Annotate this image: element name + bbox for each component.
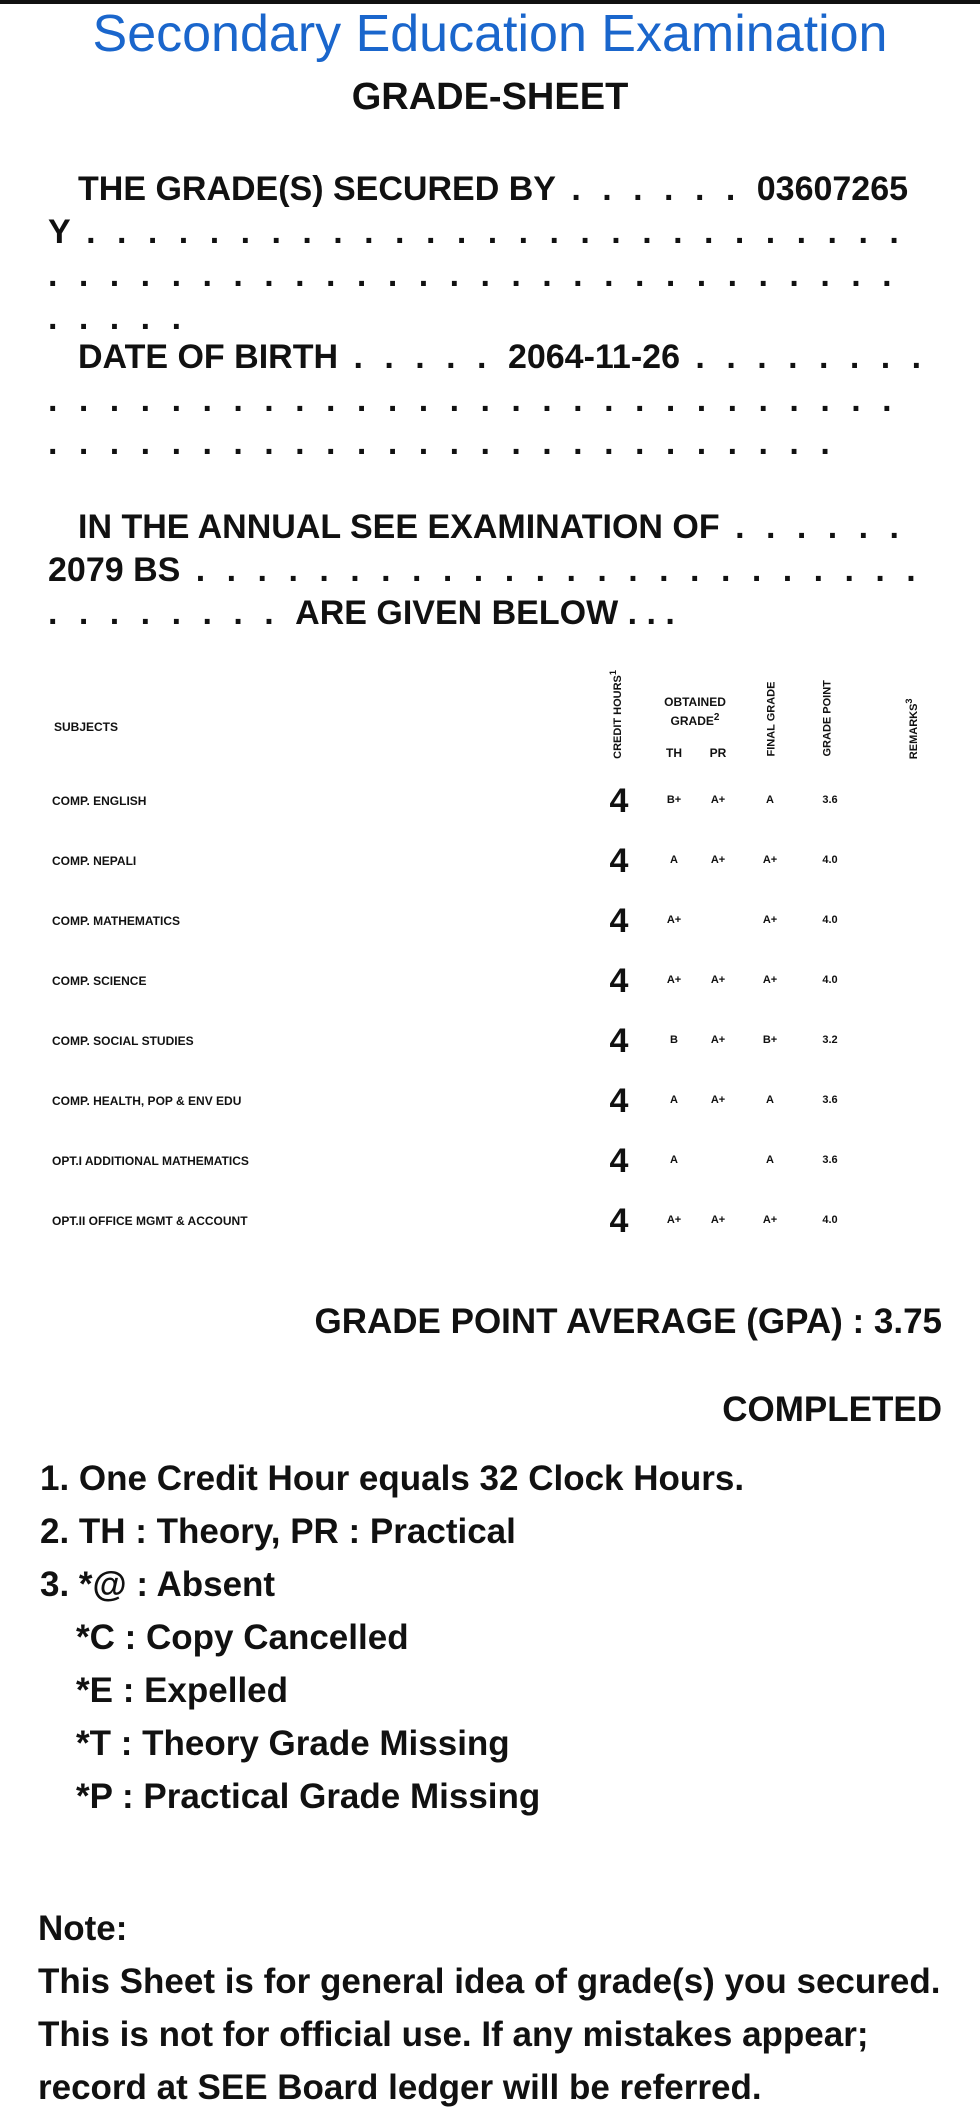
row-pr: A+ <box>710 854 726 866</box>
row-gp: 4.0 <box>822 974 838 986</box>
legend-item: 3. *@ : Absent <box>40 1565 276 1604</box>
row-final: A+ <box>762 914 778 926</box>
row-final: A <box>766 794 774 806</box>
gpa-value: 3.75 <box>873 1302 942 1341</box>
row-th: A+ <box>666 974 682 986</box>
header-th: TH <box>666 746 682 760</box>
given-below: ARE GIVEN BELOW . . . <box>295 594 675 632</box>
row-final: B+ <box>762 1034 778 1046</box>
row-gp: 4.0 <box>822 854 838 866</box>
gpa-line <box>314 1302 942 1342</box>
row-subject: COMP. ENGLISH <box>52 794 147 808</box>
header-remarks: REMARKS$^3$ <box>904 698 920 760</box>
row-credit: 4 <box>609 1022 629 1060</box>
legend-item: *E : Expelled <box>76 1671 289 1710</box>
table-row <box>0 1082 980 1122</box>
row-pr: A+ <box>710 794 726 806</box>
exam-line: IN THE ANNUAL SEE EXAMINATION OF . . . . . . 2079 BS . . . . . . . . . . . . . . . . . . . . . . . . . . . . . . . . ARE GIVEN BELOW . . . <box>48 508 922 632</box>
row-th: A+ <box>666 1214 682 1226</box>
gpa-label: GRADE POINT AVERAGE (GPA) : <box>314 1302 865 1341</box>
status-completed: COMPLETED <box>722 1390 942 1429</box>
row-final: A+ <box>762 854 778 866</box>
row-subject: COMP. MATHEMATICS <box>52 914 180 928</box>
header-subjects: SUBJECTS <box>54 720 119 734</box>
dob-value: 2064-11-26 <box>507 338 680 376</box>
header-pr: PR <box>709 746 727 760</box>
dob-label: DATE OF BIRTH <box>78 338 339 376</box>
legend <box>40 1452 744 1823</box>
row-th: A+ <box>666 914 682 926</box>
row-subject: OPT.II OFFICE MGMT & ACCOUNT <box>52 1214 248 1228</box>
table-row <box>0 1202 980 1242</box>
row-credit: 4 <box>609 842 629 880</box>
table-row <box>0 902 980 942</box>
row-th: B+ <box>666 794 682 806</box>
row-pr: A+ <box>710 974 726 986</box>
page-subtitle: GRADE-SHEET <box>351 76 629 118</box>
row-subject: OPT.I ADDITIONAL MATHEMATICS <box>52 1154 249 1168</box>
row-th: A <box>670 1154 678 1166</box>
table-row <box>0 842 980 882</box>
row-final: A+ <box>762 1214 778 1226</box>
row-th: B <box>670 1034 678 1046</box>
legend-item: *P : Practical Grade Missing <box>76 1777 541 1816</box>
row-credit: 4 <box>609 962 629 1000</box>
secured-by-label: THE GRADE(S) SECURED BY <box>78 170 556 208</box>
header-obtained: OBTAINED <box>664 695 726 709</box>
row-credit: 4 <box>609 1142 629 1180</box>
row-subject: COMP. SOCIAL STUDIES <box>52 1034 194 1048</box>
row-subject: COMP. NEPALI <box>52 854 137 868</box>
row-pr: A+ <box>710 1094 726 1106</box>
row-pr: A+ <box>710 1034 726 1046</box>
row-credit: 4 <box>609 902 629 940</box>
row-pr: A+ <box>710 1214 726 1226</box>
legend-item: *T : Theory Grade Missing <box>76 1724 510 1763</box>
note-heading: Note: <box>38 1909 128 1948</box>
row-gp: 4.0 <box>822 914 838 926</box>
note-block <box>38 1902 958 2114</box>
legend-item: *C : Copy Cancelled <box>76 1618 409 1657</box>
header-credit-hours: CREDIT HOURS$^1$ <box>608 670 624 759</box>
secured-by-line: THE GRADE(S) SECURED BY . . . . . . 03607265Y . . . . . . . . . . . . . . . . . . . . . . . . . . . . . . . . . . . . . . . . . . . . . . . . . . . . . . . . . . . . <box>48 170 909 337</box>
legend-item: 2. TH : Theory, PR : Practical <box>40 1512 516 1551</box>
row-subject: COMP. HEALTH, POP & ENV EDU <box>52 1094 242 1108</box>
table-row <box>0 1022 980 1062</box>
row-credit: 4 <box>609 782 629 820</box>
exam-label: IN THE ANNUAL SEE EXAMINATION OF <box>78 508 720 546</box>
header-grade: GRADE$^2$ <box>670 712 720 728</box>
row-subject: COMP. SCIENCE <box>52 974 147 988</box>
row-gp: 3.6 <box>822 1154 838 1166</box>
symbol-number: 03607265Y <box>48 170 909 251</box>
table-row <box>0 782 980 822</box>
note-line: record at SEE Board ledger will be referred. <box>38 2068 762 2107</box>
table-row <box>0 962 980 1002</box>
table-row <box>0 1142 980 1182</box>
row-gp: 3.6 <box>822 794 838 806</box>
exam-year: 2079 BS <box>48 551 181 589</box>
row-final: A <box>766 1154 774 1166</box>
note-line: This is not for official use. If any mistakes appear; <box>38 2015 869 2054</box>
dob-line: DATE OF BIRTH . . . . . 2064-11-26 . . . . . . . . . . . . . . . . . . . . . . . . . . . . . . . . . . . . . . . . . . . . . . . . . . . . . . . . . . . . . . <box>48 338 928 462</box>
row-credit: 4 <box>609 1202 629 1240</box>
row-gp: 3.6 <box>822 1094 838 1106</box>
header-final-grade: FINAL GRADE <box>765 681 778 757</box>
page-title: Secondary Education Examination <box>92 5 888 63</box>
row-th: A <box>670 1094 678 1106</box>
note-line: This Sheet is for general idea of grade(s) you secured. <box>38 1962 941 2001</box>
legend-item: 1. One Credit Hour equals 32 Clock Hours. <box>40 1459 745 1498</box>
row-th: A <box>670 854 678 866</box>
header-grade-point: GRADE POINT <box>821 680 834 757</box>
row-final: A+ <box>762 974 778 986</box>
row-final: A <box>766 1094 774 1106</box>
row-gp: 3.2 <box>822 1034 838 1046</box>
row-gp: 4.0 <box>822 1214 838 1226</box>
row-credit: 4 <box>609 1082 629 1120</box>
